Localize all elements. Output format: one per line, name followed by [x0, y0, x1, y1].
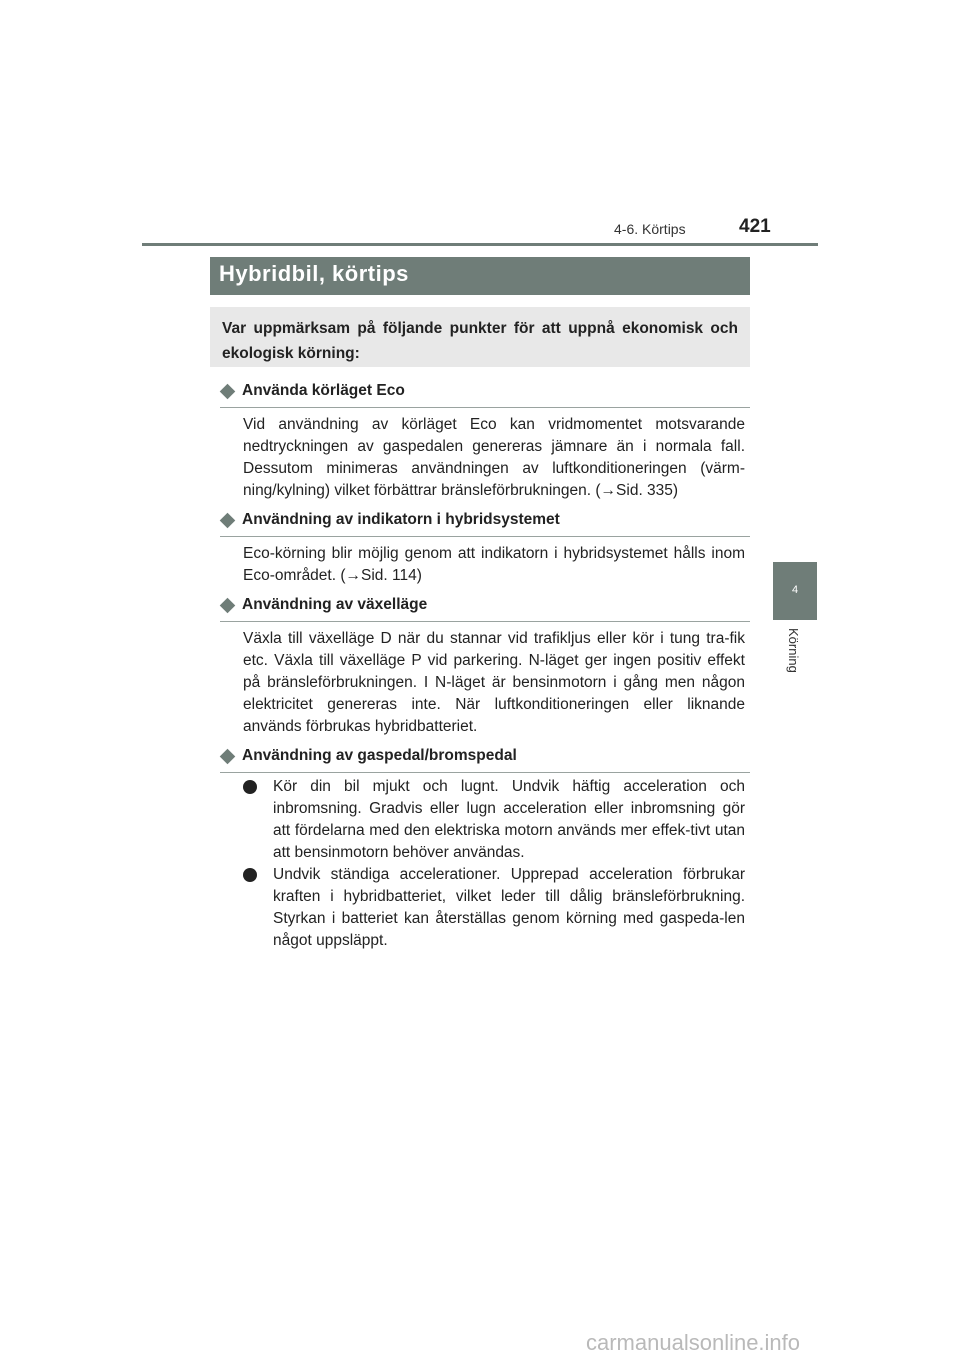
- page-title: Hybridbil, körtips: [219, 261, 409, 286]
- section-heading-indicator: [220, 510, 750, 537]
- intro-box: [210, 307, 750, 367]
- diamond-icon: [220, 384, 236, 400]
- section-heading-eco: [220, 381, 750, 408]
- section-heading-label: Använda körläget Eco: [242, 382, 405, 399]
- section-heading-label: Användning av indikatorn i hybridsystemet: [242, 511, 560, 528]
- section-text-indicator: Eco-körning blir möjlig genom att indikatorn i hybridsystemet hålls inom Eco-området. (→Sid. 114): [243, 545, 745, 584]
- list-item-text: Kör din bil mjukt och lugnt. Undvik häftig acceleration och inbromsning. Gradvis eller lugn acceleration eller inbromsning gör att fördelarna med den elektriska motorn används mer effek-tivt utan att bensinmotorn behöver användas.: [273, 778, 745, 861]
- section-text-eco: Vid användning av körläget Eco kan vridmomentet motsvarande nedtryckningen av gaspedalen genereras jämnare än i normala fall. Dessutom minimeras användningen av luftkonditioneringen (värm-ning/kylning) vilket förbättrar bränsleförbrukningen. (→Sid. 335): [243, 416, 745, 499]
- header-rule: [142, 243, 818, 246]
- title-bar: [210, 257, 750, 295]
- chapter-name: Körning: [786, 628, 801, 673]
- intro-text: Var uppmärksam på följande punkter för att uppnå ekonomisk och ekologisk körning:: [222, 320, 738, 362]
- chapter-tab: [773, 562, 817, 620]
- page-number: 421: [739, 216, 771, 237]
- section-heading-label: Användning av gaspedal/bromspedal: [242, 747, 517, 764]
- section-label: 4-6. Körtips: [614, 221, 686, 237]
- chapter-number: 4: [791, 584, 799, 596]
- section-heading-pedal: [220, 746, 750, 773]
- list-item-text: Undvik ständiga accelerationer. Upprepad acceleration förbrukar kraften i hybridbatteriet, vilket leder till dålig bränsleförbrukning. Styrkan i batteriet kan återställas genom körning med gaspeda-len något uppsläppt.: [273, 866, 745, 949]
- section-heading-gear: [220, 595, 750, 622]
- diamond-icon: [220, 598, 236, 614]
- bullet-icon: [243, 780, 257, 794]
- section-heading-label: Användning av växelläge: [242, 596, 428, 613]
- watermark: carmanualsonline.info: [586, 1330, 801, 1355]
- diamond-icon: [220, 749, 236, 765]
- diamond-icon: [220, 513, 236, 529]
- bullet-icon: [243, 868, 257, 882]
- section-text-gear: Växla till växelläge D när du stannar vid trafikljus eller kör i tung tra-fik etc. Växla till växelläge P vid parkering. N-läget ger ingen positiv effekt på bränsleförbrukningen. I N-läget är bensinmotorn i gång men någon elektricitet genereras inte. När luftkonditioneringen eller liknande används förbrukas hybridbatteriet.: [243, 630, 745, 735]
